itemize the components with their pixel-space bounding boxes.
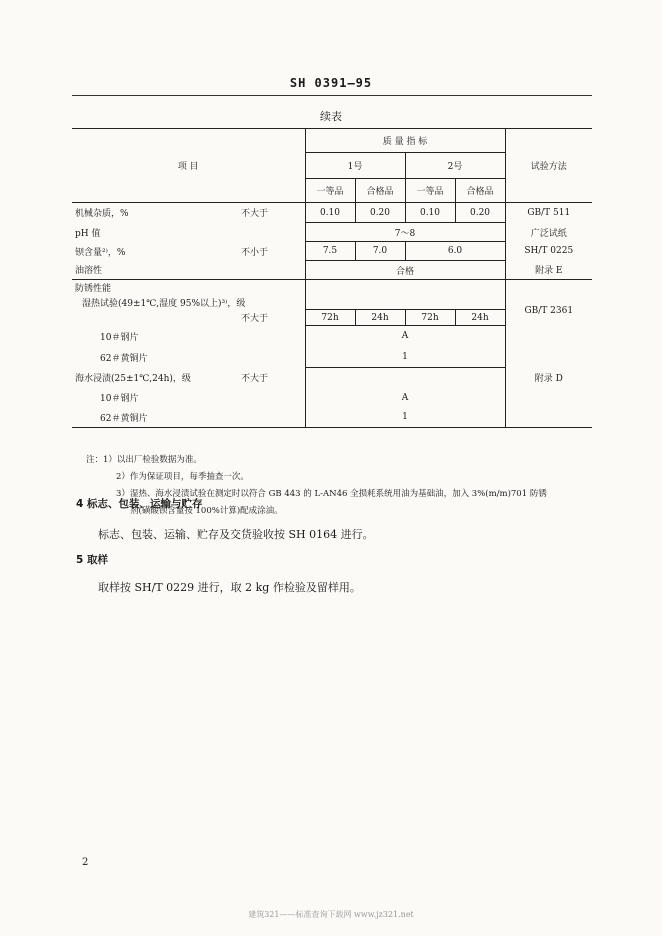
impurity-cond: 不大于 [241, 209, 269, 220]
g2-first-class: 一等品 [405, 179, 455, 203]
sea-brass-val: 1 [305, 408, 505, 428]
note-3-cont: 剂(磺酸钡含量按 100%计算)配成涂油。 [130, 506, 283, 516]
method-header: 试验方法 [505, 129, 592, 203]
humid-h3: 72h [405, 310, 455, 326]
impurity-v4: 0.20 [455, 203, 505, 223]
humid-copper-val: A [305, 326, 505, 347]
section-5-text: 取样按 SH/T 0229 进行，取 2 kg 作检验及留样用。 [98, 581, 361, 594]
sea-name: 海水浸渍(25±1℃,24h)，级 [75, 374, 191, 384]
g2-qualified: 合格品 [455, 179, 505, 203]
g1-qualified: 合格品 [355, 179, 405, 203]
sea-cond: 不大于 [241, 374, 269, 384]
humid-copper: 10＃钢片 [100, 332, 139, 343]
note-2: 2）作为保证项目，每季抽查一次。 [116, 472, 249, 482]
page-number: 2 [82, 857, 89, 868]
impurity-v2: 0.20 [355, 203, 405, 223]
section-4-title: 4 标志、包装、运输与贮存 [76, 498, 203, 510]
lubricity-value: 合格 [305, 261, 505, 280]
barium-method: SH/T 0225 [524, 246, 574, 256]
watermark-footer: 建筑321——标准查询下载网 www.jz321.net [248, 910, 414, 919]
continuation-label: 续表 [320, 110, 342, 123]
document-code: SH 0391—95 [289, 76, 373, 90]
ph-name: pH 值 [75, 228, 101, 239]
section-4-text: 标志、包装、运输、贮存及交货验收按 SH 0164 进行。 [98, 528, 374, 541]
barium-v1: 7.5 [305, 242, 355, 261]
g1-first-class: 一等品 [305, 179, 355, 203]
spec-table [72, 128, 592, 428]
barium-v2: 7.0 [355, 242, 405, 261]
barium-cond: 不小于 [241, 247, 269, 258]
header-rule [72, 95, 592, 96]
humid-name: 湿热试验(49±1℃,湿度 95%以上)³⁾，级 [82, 299, 246, 309]
sea-method: 附录 D [534, 374, 563, 384]
humid-brass-val: 1 [305, 347, 505, 368]
ph-value: 7～8 [305, 223, 505, 242]
impurity-v1: 0.10 [305, 203, 355, 223]
lubricity-name: 油溶性 [72, 261, 238, 280]
humid-h4: 24h [455, 310, 505, 326]
note-3: 3）湿热、海水浸渍试验在测定时以符合 GB 443 的 L-AN46 全损耗系统用油为基础油，加入 3%(m/m)701 防锈 [116, 489, 547, 499]
sea-copper-val: A [305, 388, 505, 408]
impurity-name: 机械杂质，% [75, 209, 129, 220]
ph-method: 广泛试纸 [530, 228, 567, 239]
section-5-title: 5 取样 [76, 554, 108, 566]
rust-title: 防锈性能 [75, 284, 112, 295]
impurity-v3: 0.10 [405, 203, 455, 223]
humid-h1: 72h [305, 310, 355, 326]
humid-brass: 62＃黄铜片 [100, 353, 148, 364]
note-1: 注：1）以出厂检验数据为准。 [86, 455, 202, 465]
humid-h2: 24h [355, 310, 405, 326]
grade1-header: 1号 [305, 153, 405, 179]
grade2-header: 2号 [405, 153, 505, 179]
barium-name: 钡含量²⁾，% [75, 247, 126, 258]
quality-header: 质 量 指 标 [305, 129, 505, 153]
barium-v34: 6.0 [405, 242, 505, 261]
sea-brass: 62＃黄铜片 [72, 408, 238, 428]
lubricity-method: 附录 E [505, 261, 592, 280]
impurity-method: GB/T 511 [527, 207, 571, 218]
item-header: 项 目 [72, 129, 305, 203]
sea-copper: 10＃钢片 [100, 394, 139, 404]
humid-method: GB/T 2361 [524, 305, 574, 316]
humid-cond: 不大于 [241, 314, 269, 324]
